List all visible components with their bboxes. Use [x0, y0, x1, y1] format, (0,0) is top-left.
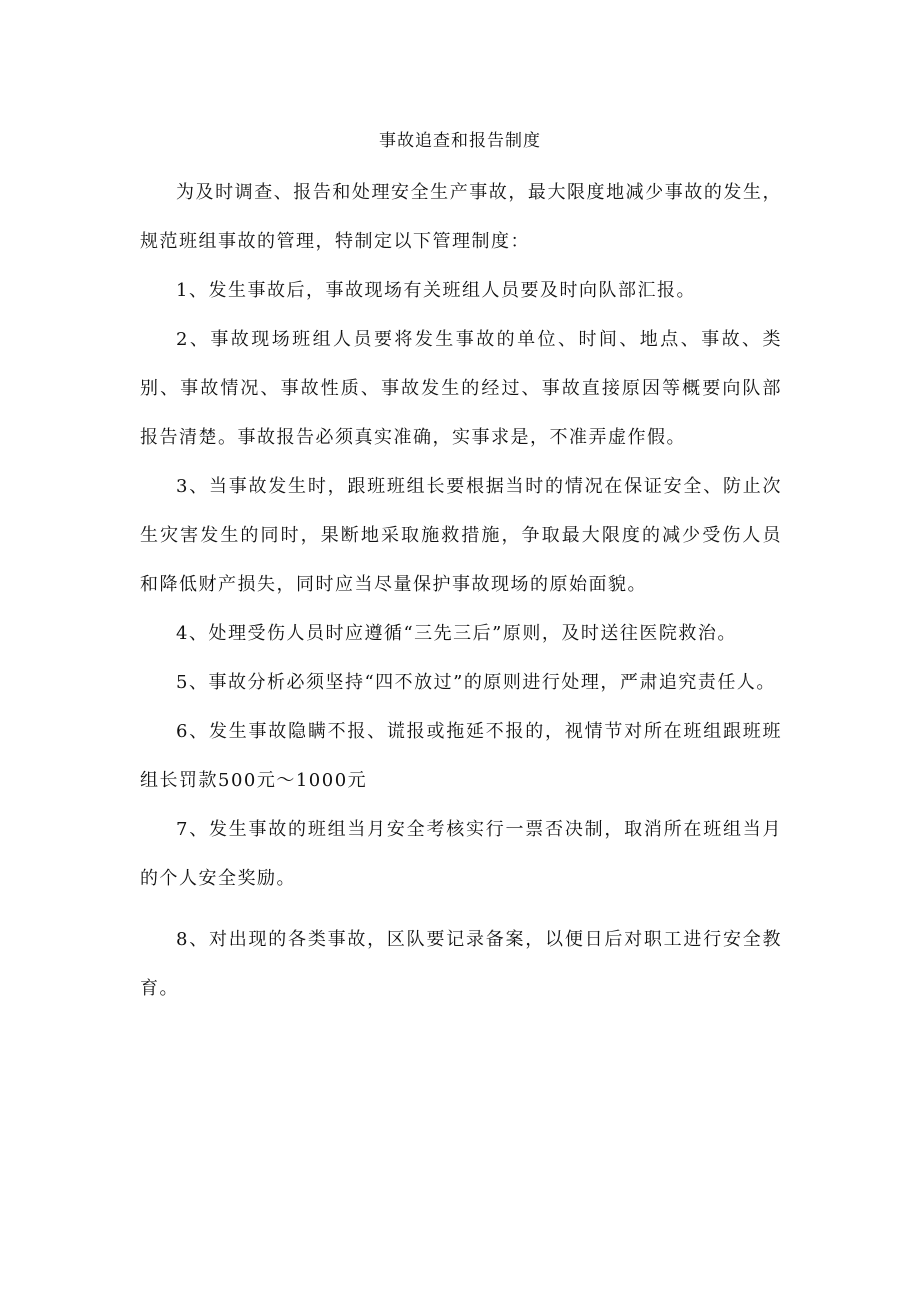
rule-item-3: 3、当事故发生时，跟班班组长要根据当时的情况在保证安全、防止次生灾害发生的同时，果断地采取施救措施，争取最大限度的减少受伤人员和降低财产损失，同时应当尽量保护事故现场的原始面貌。 — [140, 476, 782, 595]
rule-item-5: 5、事故分析必须坚持“四不放过”的原则进行处理，严肃追究责任人。 — [176, 672, 776, 693]
document-title: 事故追查和报告制度 — [379, 131, 541, 151]
rule-item-2: 2、事故现场班组人员要将发生事故的单位、时间、地点、事故、类别、事故情况、事故性质、事故发生的经过、事故直接原因等概要向队部报告清楚。事故报告必须真实准确，实事求是，不准弄虚作假。 — [140, 329, 782, 448]
rule-item-4: 4、处理受伤人员时应遵循“三先三后”原则，及时送往医院救治。 — [176, 623, 737, 644]
rule-item-6: 6、发生事故隐瞒不报、谎报或拖延不报的，视情节对所在班组跟班班组长罚款500元～1000元 — [140, 721, 782, 791]
intro-paragraph: 为及时调查、报告和处理安全生产事故，最大限度地减少事故的发生，规范班组事故的管理，特制定以下管理制度： — [140, 182, 782, 252]
document-body — [140, 168, 782, 1013]
rule-item-7: 7、发生事故的班组当月安全考核实行一票否决制，取消所在班组当月的个人安全奖励。 — [140, 819, 782, 889]
rule-item-8: 8、对出现的各类事故，区队要记录备案，以便日后对职工进行安全教育。 — [140, 929, 782, 999]
rule-item-1: 1、发生事故后，事故现场有关班组人员要及时向队部汇报。 — [176, 280, 696, 301]
